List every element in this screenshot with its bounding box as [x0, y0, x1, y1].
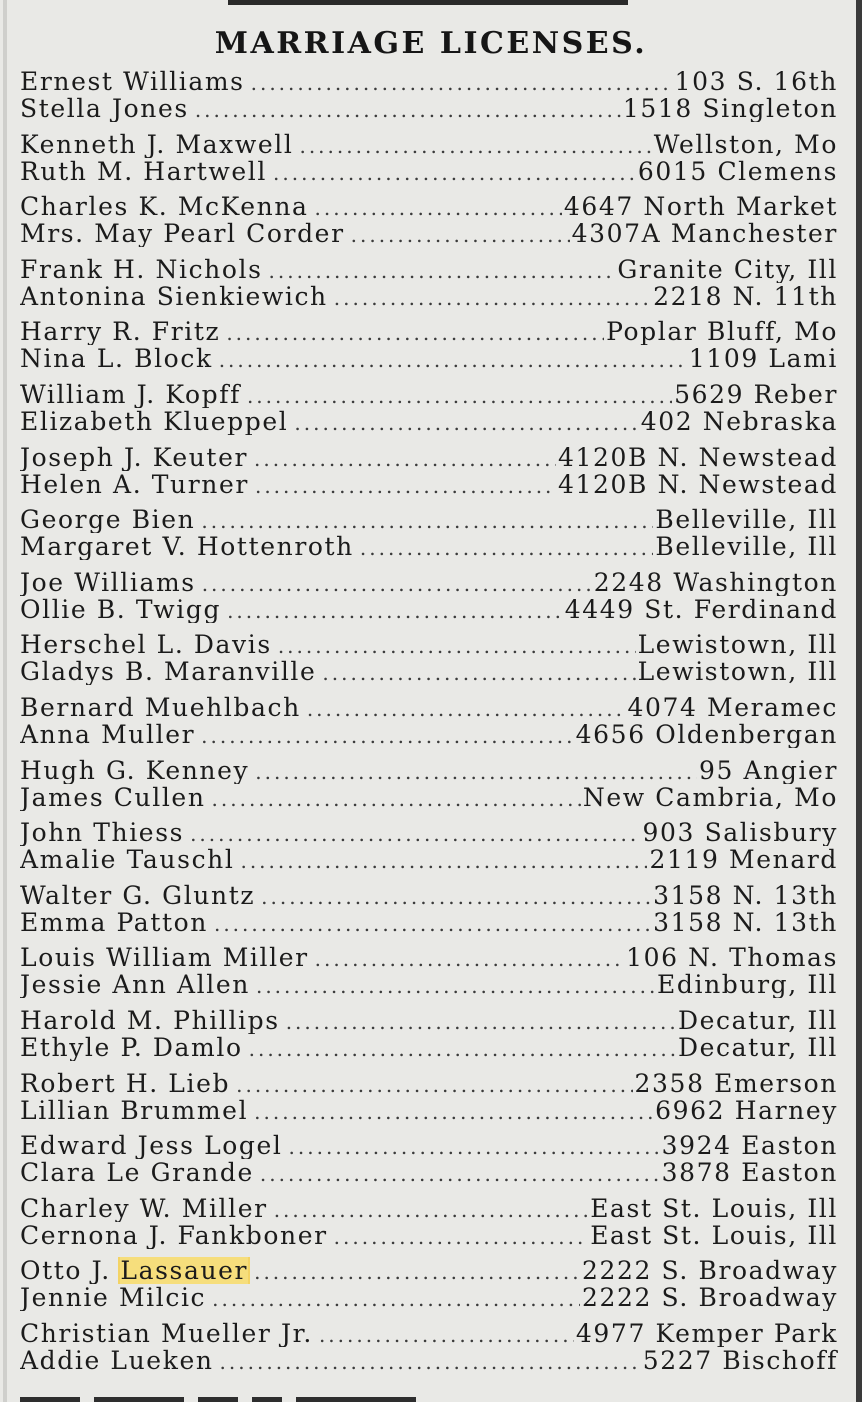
dot-leader: [261, 884, 651, 909]
bride-line: [20, 158, 838, 185]
groom-address: Decatur, Ill: [677, 1006, 838, 1034]
groom-name: Hugh G. Kenney: [20, 756, 250, 784]
groom-name: George Bien: [20, 506, 196, 534]
bride-name: Mrs. May Pearl Corder: [20, 220, 345, 248]
groom-name: William J. Kopff: [20, 380, 241, 408]
groom-address: 903 Salisbury: [642, 819, 838, 847]
groom-address: 2222 S. Broadway: [581, 1257, 838, 1285]
dot-leader: [240, 848, 647, 873]
groom-line: [20, 68, 838, 95]
groom-line: [20, 1070, 838, 1097]
groom-line: [20, 882, 838, 909]
bride-name: Cernona J. Fankboner: [20, 1221, 328, 1249]
cut-off-next-line: [20, 1392, 840, 1402]
groom-name: Charley W. Miller: [20, 1194, 268, 1222]
dot-leader: [299, 133, 651, 158]
license-entry: [20, 882, 838, 945]
bride-name: Margaret V. Hottenroth: [20, 533, 354, 561]
dot-leader: [360, 535, 654, 560]
dot-leader: [249, 1036, 676, 1061]
license-entry: [20, 318, 838, 381]
bride-address: 6962 Harney: [655, 1096, 838, 1124]
dot-leader: [294, 410, 638, 435]
dot-leader: [212, 1286, 580, 1311]
license-entry: [20, 1070, 838, 1133]
bride-line: [20, 283, 838, 310]
groom-address: 106 N. Thomas: [626, 944, 838, 972]
dot-leader: [201, 508, 653, 533]
groom-name: Robert H. Lieb: [20, 1069, 231, 1097]
dot-leader: [322, 660, 635, 685]
dot-leader: [273, 160, 636, 185]
bride-name: Jennie Milcic: [20, 1284, 207, 1312]
bride-address: 4307A Manchester: [571, 220, 838, 248]
groom-line: [20, 1195, 838, 1222]
groom-address: 4977 Kemper Park: [575, 1319, 838, 1347]
groom-name: Charles K. McKenna: [20, 193, 309, 221]
groom-line: [20, 631, 838, 658]
bride-address: East St. Louis, Ill: [590, 1221, 838, 1249]
bride-name: Antonina Sienkiewich: [20, 282, 328, 310]
groom-name: Harold M. Phillips: [20, 1006, 280, 1034]
marriage-license-list: [20, 68, 838, 1382]
bride-address: 2119 Menard: [649, 846, 838, 874]
dot-leader: [278, 633, 636, 658]
groom-address: East St. Louis, Ill: [590, 1194, 838, 1222]
bride-name: Ollie B. Twigg: [20, 595, 222, 623]
license-entry: [20, 256, 838, 319]
bride-line: [20, 220, 838, 247]
bride-name: James Cullen: [20, 783, 206, 811]
dot-leader: [286, 1009, 676, 1034]
groom-address: Belleville, Ill: [655, 506, 838, 534]
dot-leader: [247, 383, 672, 408]
bride-line: [20, 345, 838, 372]
groom-line: [20, 506, 838, 533]
groom-address: Wellston, Mo: [653, 130, 838, 158]
bride-line: [20, 909, 838, 936]
bride-line: [20, 533, 838, 560]
column-edge: [3, 0, 7, 1402]
bride-name: Lillian Brummel: [20, 1096, 249, 1124]
bride-name: Ethyle P. Damlo: [20, 1033, 243, 1061]
groom-address: 2358 Emerson: [634, 1069, 838, 1097]
dot-leader: [219, 347, 687, 372]
groom-address: 2248 Washington: [593, 568, 838, 596]
groom-line: [20, 444, 838, 471]
groom-line: [20, 1320, 838, 1347]
dot-leader: [214, 911, 651, 936]
groom-line: [20, 318, 838, 345]
bride-address: New Cambria, Mo: [582, 783, 838, 811]
dot-leader: [226, 320, 604, 345]
groom-name: Joseph J. Keuter: [20, 443, 249, 471]
bride-name: Amalie Tauschl: [20, 846, 235, 874]
groom-address: 4647 North Market: [563, 193, 838, 221]
groom-given-names: Otto J.: [20, 1257, 111, 1285]
groom-line: [20, 1132, 838, 1159]
dot-leader: [212, 786, 581, 811]
groom-address: Lewistown, Ill: [637, 631, 838, 659]
bride-line: [20, 95, 838, 122]
dot-leader: [334, 1224, 589, 1249]
license-entry: [20, 819, 838, 882]
dot-leader: [254, 1259, 580, 1284]
groom-address: Granite City, Ill: [617, 255, 838, 283]
highlighted-surname: Lassauer: [120, 1257, 249, 1285]
bride-address: 4120B N. Newstead: [558, 470, 838, 498]
groom-name: John Thiess: [20, 819, 185, 847]
groom-address: 95 Angier: [698, 756, 838, 784]
bride-address: 3878 Easton: [661, 1159, 838, 1187]
license-entry: [20, 193, 838, 256]
dot-leader: [351, 222, 570, 247]
bride-line: [20, 1284, 838, 1311]
license-entry: [20, 1195, 838, 1258]
license-entry: [20, 631, 838, 694]
license-entry: [20, 381, 838, 444]
groom-name: Edward Jess Logel: [20, 1132, 283, 1160]
groom-line: [20, 819, 838, 846]
groom-name: Walter G. Gluntz: [20, 881, 256, 909]
bride-line: [20, 1347, 838, 1374]
dot-leader: [255, 473, 556, 498]
groom-address: 103 S. 16th: [674, 68, 838, 95]
bride-address: 6015 Clemens: [637, 157, 838, 185]
bride-address: 2218 N. 11th: [653, 282, 838, 310]
dot-leader: [202, 571, 592, 596]
groom-name: [20, 1257, 254, 1284]
groom-name: Herschel L. Davis: [20, 631, 272, 659]
bride-line: [20, 1097, 838, 1124]
bride-line: [20, 721, 838, 748]
license-entry: [20, 68, 838, 131]
dot-leader: [274, 1197, 589, 1222]
bride-address: Lewistown, Ill: [637, 658, 838, 686]
license-entry: [20, 1132, 838, 1195]
dot-leader: [190, 821, 640, 846]
bride-name: Emma Patton: [20, 908, 208, 936]
groom-address: 4120B N. Newstead: [558, 443, 838, 471]
bride-line: [20, 971, 838, 998]
license-entry: [20, 757, 838, 820]
groom-line: [20, 757, 838, 784]
groom-line: [20, 944, 838, 971]
license-entry: [20, 1257, 838, 1320]
groom-address: 3924 Easton: [661, 1132, 838, 1160]
bride-address: 5227 Bischoff: [642, 1346, 838, 1374]
bride-name: Clara Le Grande: [20, 1159, 254, 1187]
license-entry: [20, 444, 838, 507]
page-edge: [856, 0, 862, 1402]
dot-leader: [251, 70, 673, 95]
bride-line: [20, 846, 838, 873]
bride-address: 1109 Lami: [688, 345, 838, 373]
license-entry: [20, 131, 838, 194]
groom-name: Bernard Muehlbach: [20, 693, 301, 721]
bride-line: [20, 1222, 838, 1249]
bride-line: [20, 408, 838, 435]
dot-leader: [315, 195, 562, 220]
groom-name: Kenneth J. Maxwell: [20, 130, 294, 158]
bride-address: Decatur, Ill: [677, 1033, 838, 1061]
bride-name: Gladys B. Maranville: [20, 658, 317, 686]
section-heading: MARRIAGE LICENSES.: [214, 26, 648, 61]
bride-line: [20, 784, 838, 811]
bride-address: 402 Nebraska: [640, 407, 838, 435]
bride-name: Nina L. Block: [20, 345, 213, 373]
groom-line: [20, 381, 838, 408]
groom-line: [20, 256, 838, 283]
bride-name: Anna Muller: [20, 720, 196, 748]
license-entry: [20, 944, 838, 1007]
dot-leader: [319, 1322, 574, 1347]
bride-line: [20, 596, 838, 623]
dot-leader: [195, 97, 621, 122]
bride-address: 4449 St. Ferdinand: [564, 595, 838, 623]
license-entry: [20, 1007, 838, 1070]
groom-line: [20, 193, 838, 220]
groom-name: Frank H. Nichols: [20, 255, 263, 283]
groom-line: [20, 569, 838, 596]
dot-leader: [220, 1349, 641, 1374]
dot-leader: [256, 973, 655, 998]
bride-address: 3158 N. 13th: [653, 908, 838, 936]
bride-address: 4656 Oldenbergan: [575, 720, 838, 748]
bride-line: [20, 658, 838, 685]
groom-name: Louis William Miller: [20, 944, 309, 972]
dot-leader: [269, 258, 616, 283]
groom-line: [20, 131, 838, 158]
dot-leader: [254, 1099, 653, 1124]
bride-address: 2222 S. Broadway: [581, 1284, 838, 1312]
dot-leader: [201, 723, 574, 748]
bride-line: [20, 1159, 838, 1186]
groom-line: [20, 1257, 838, 1284]
license-entry: [20, 694, 838, 757]
groom-name: Joe Williams: [20, 568, 196, 596]
groom-address: 4074 Meramec: [627, 693, 838, 721]
groom-address: Poplar Bluff, Mo: [606, 318, 838, 346]
dot-leader: [260, 1161, 660, 1186]
groom-name: Harry R. Fritz: [20, 318, 221, 346]
dot-leader: [307, 696, 626, 721]
license-entry: [20, 506, 838, 569]
dot-leader: [236, 1072, 632, 1097]
dot-leader: [227, 598, 563, 623]
groom-name: Ernest Williams: [20, 68, 245, 95]
bride-name: Ruth M. Hartwell: [20, 157, 267, 185]
dot-leader: [255, 759, 697, 784]
bride-address: 1518 Singleton: [622, 95, 838, 122]
bride-address: Edinburg, Ill: [657, 971, 838, 999]
dot-leader: [289, 1134, 660, 1159]
bride-name: Addie Lueken: [20, 1346, 214, 1374]
groom-name: Christian Mueller Jr.: [20, 1319, 313, 1347]
dot-leader: [315, 946, 624, 971]
bride-name: Stella Jones: [20, 95, 189, 122]
bride-name: Jessie Ann Allen: [20, 971, 250, 999]
groom-line: [20, 694, 838, 721]
bride-line: [20, 471, 838, 498]
dot-leader: [254, 446, 556, 471]
groom-address: 5629 Reber: [674, 380, 838, 408]
license-entry: [20, 569, 838, 632]
groom-line: [20, 1007, 838, 1034]
bride-address: Belleville, Ill: [655, 533, 838, 561]
bride-name: Helen A. Turner: [20, 470, 249, 498]
bride-name: Elizabeth Klueppel: [20, 407, 289, 435]
column-rule: [228, 0, 628, 5]
bride-line: [20, 1034, 838, 1061]
dot-leader: [334, 285, 651, 310]
license-entry: [20, 1320, 838, 1383]
groom-address: 3158 N. 13th: [653, 881, 838, 909]
